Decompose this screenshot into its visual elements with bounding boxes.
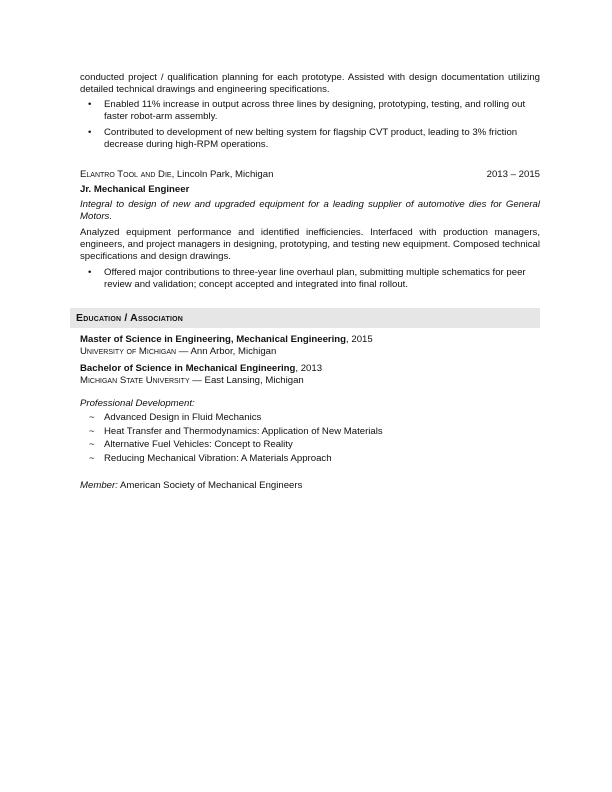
section-heading: Education / Association (76, 312, 184, 324)
list-item: ~ Advanced Design in Fluid Mechanics (89, 412, 262, 423)
degree-entry (80, 363, 322, 387)
job2-header-row (80, 169, 540, 181)
membership-line (80, 480, 302, 492)
job1-bullet-list (80, 99, 540, 151)
job2-location: , Lincoln Park, Michigan (171, 169, 274, 180)
degree-location: — East Lansing, Michigan (189, 375, 304, 386)
list-item: • Contributed to development of new belting system for flagship CVT product, leading to 3% friction decrease during high-RPM operations. (88, 127, 518, 150)
degree-entry (80, 334, 373, 358)
list-item: ~ Reducing Mechanical Vibration: A Materials Approach (89, 452, 332, 464)
tilde-marker: ~ (89, 452, 95, 464)
list-item: • Offered major contributions to three-year line overhaul plan, submitting multiple schematics for peer review and validation; concept accepted and integrated into final rollout. (88, 267, 526, 290)
list-item: ~ Heat Transfer and Thermodynamics: Application of New Materials (89, 425, 383, 437)
job2-employer (80, 169, 273, 181)
degree-year: , 2013 (295, 363, 323, 374)
job2-bullet-list (80, 267, 540, 291)
degree-school: University of Michigan (80, 346, 177, 357)
degree-year: , 2015 (346, 334, 373, 345)
job2-title: Jr. Mechanical Engineer (80, 184, 190, 195)
list-item: ~ Alternative Fuel Vehicles: Concept to Reality (89, 439, 293, 450)
job2-company: Elantro Tool and Die (80, 169, 172, 180)
professional-development-label: Professional Development: (80, 398, 195, 409)
professional-development-list (80, 411, 540, 465)
member-text: American Society of Mechanical Engineers (117, 480, 303, 491)
degree-school: Michigan State University (80, 375, 190, 386)
intro-paragraph: conducted project / qualification planning for each prototype. Assisted with design documentation utilizing detailed technical drawings and engineering specifications. (80, 72, 540, 95)
degree-name: Bachelor of Science in Mechanical Engineering (80, 363, 296, 374)
job2-summary: Integral to design of new and upgraded equipment for a leading supplier of automotive dies for General Motors. (80, 199, 540, 222)
tilde-marker: ~ (89, 412, 95, 423)
job2-paragraph: Analyzed equipment performance and identified inefficiencies. Interfaced with production managers, engineers, and project managers in designing, prototyping, and testing new equipment. Composed technical specifications and design drawings. (80, 227, 540, 262)
member-label: Member: (80, 480, 118, 491)
job2-dates: 2013 – 2015 (486, 169, 540, 180)
degree-location: — Ann Arbor, Michigan (176, 346, 277, 357)
list-item: • Enabled 11% increase in output across three lines by designing, prototyping, testing, and rolling out faster robot-arm assembly. (88, 99, 526, 122)
bullet-marker: • (88, 99, 92, 110)
tilde-marker: ~ (89, 425, 95, 437)
bullet-marker: • (88, 127, 92, 138)
bullet-marker: • (88, 267, 92, 278)
tilde-marker: ~ (89, 439, 95, 450)
degree-name: Master of Science in Engineering, Mechanical Engineering (80, 334, 347, 345)
education-section-heading-bar (70, 308, 540, 328)
